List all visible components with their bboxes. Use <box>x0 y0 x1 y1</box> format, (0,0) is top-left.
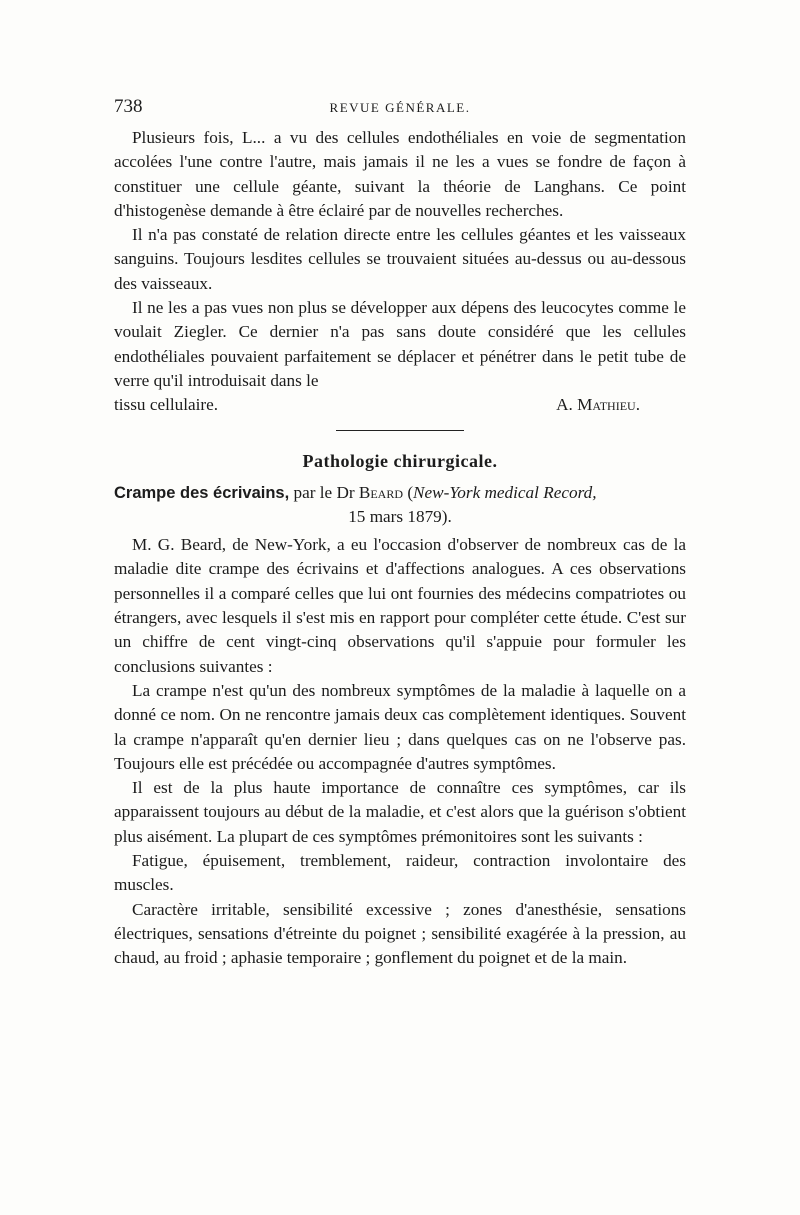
article-by: par le <box>293 482 333 502</box>
article-paragraph-2: La crampe n'est qu'un des nombreux symptômes de la maladie à laquelle on a donné ce nom. On ne rencontre jamais deux cas complètement identiques. Souvent la crampe n'apparaît qu'en dernier lieu ; dans quelques cas on ne l'observe pas. Toujours elle est précédée ou accompagnée d'autres symptômes. <box>114 680 686 773</box>
paragraph-2: Il n'a pas constaté de relation directe entre les cellules géantes et les vaisseaux sanguins. Toujours lesdites cellules se trouvaient situées au-dessus ou au-dessous des vaisseaux. <box>114 225 686 293</box>
article-paragraph-3: Il est de la plus haute importance de connaître ces symptômes, car ils apparaissent toujours au début de la maladie, et c'est alors que la guérison s'obtient plus aisément. La plupart de ces symptômes prémonitoires sont les suivants : <box>114 778 686 846</box>
page <box>114 96 686 971</box>
paragraph-3: Il ne les a pas vues non plus se développer aux dépens des leucocytes comme le voulait Ziegler. Ce dernier n'a pas sans doute considéré que les cellules endothéliales pouvaient parfaitement se déplacer et pénétrer dans le petit tube de verre qu'il introduisait dans le <box>114 298 686 390</box>
section-title: Pathologie chirurgicale. <box>302 450 498 471</box>
article-paragraph-4: Fatigue, épuisement, tremblement, raideur, contraction involontaire des muscles. <box>114 851 686 895</box>
article-date: 15 mars 1879). <box>348 506 452 526</box>
paragraph-1: Plusieurs fois, L... a vu des cellules endothéliales en voie de segmentation accolées l'une contre l'autre, mais jamais il ne les a vues se fondre de façon à constituer une cellule géante, suivant la théorie de Langhans. Ce point d'histogenèse demande à être éclairé par de nouvelles recherches. <box>114 128 686 220</box>
paragraph-3-end <box>114 393 686 417</box>
article-author: Beard <box>358 482 404 502</box>
article-source-open: ( <box>407 482 414 502</box>
page-header <box>114 96 686 126</box>
running-title: REVUE GÉNÉRALE. <box>329 100 471 115</box>
article-doctor: Dr <box>336 482 355 502</box>
article-paragraph-5: Caractère irritable, sensibilité excessive ; zones d'anesthésie, sensations électriques, sensations d'étreinte du poignet ; sensibilité exagérée à la pression, au chaud, au froid ; aphasie temporaire ; gonflement du poignet et de la main. <box>114 899 686 968</box>
article-title-bold: Crampe des écrivains, <box>114 483 290 502</box>
page-number: 738 <box>114 96 143 117</box>
article-journal: New-York medical Record, <box>413 482 597 502</box>
paragraph-3-last-line: tissu cellulaire. <box>114 395 219 415</box>
section-divider <box>336 430 464 431</box>
article-paragraph-1: M. G. Beard, de New-York, a eu l'occasion d'observer de nombreux cas de la maladie dite crampe des écrivains et d'affections analogues. A ces observations personnelles il a comparé celles que lui ont fournies des médecins compatriotes ou étrangers, avec lesquels il s'est mis en rapport pour compléter cette étude. C'est sur un chiffre de cent vingt-cinq observations qu'il s'appuie pour formuler les conclusions suivantes : <box>114 535 686 676</box>
article-title <box>114 481 686 505</box>
signature: A. Mathieu. <box>556 395 640 415</box>
